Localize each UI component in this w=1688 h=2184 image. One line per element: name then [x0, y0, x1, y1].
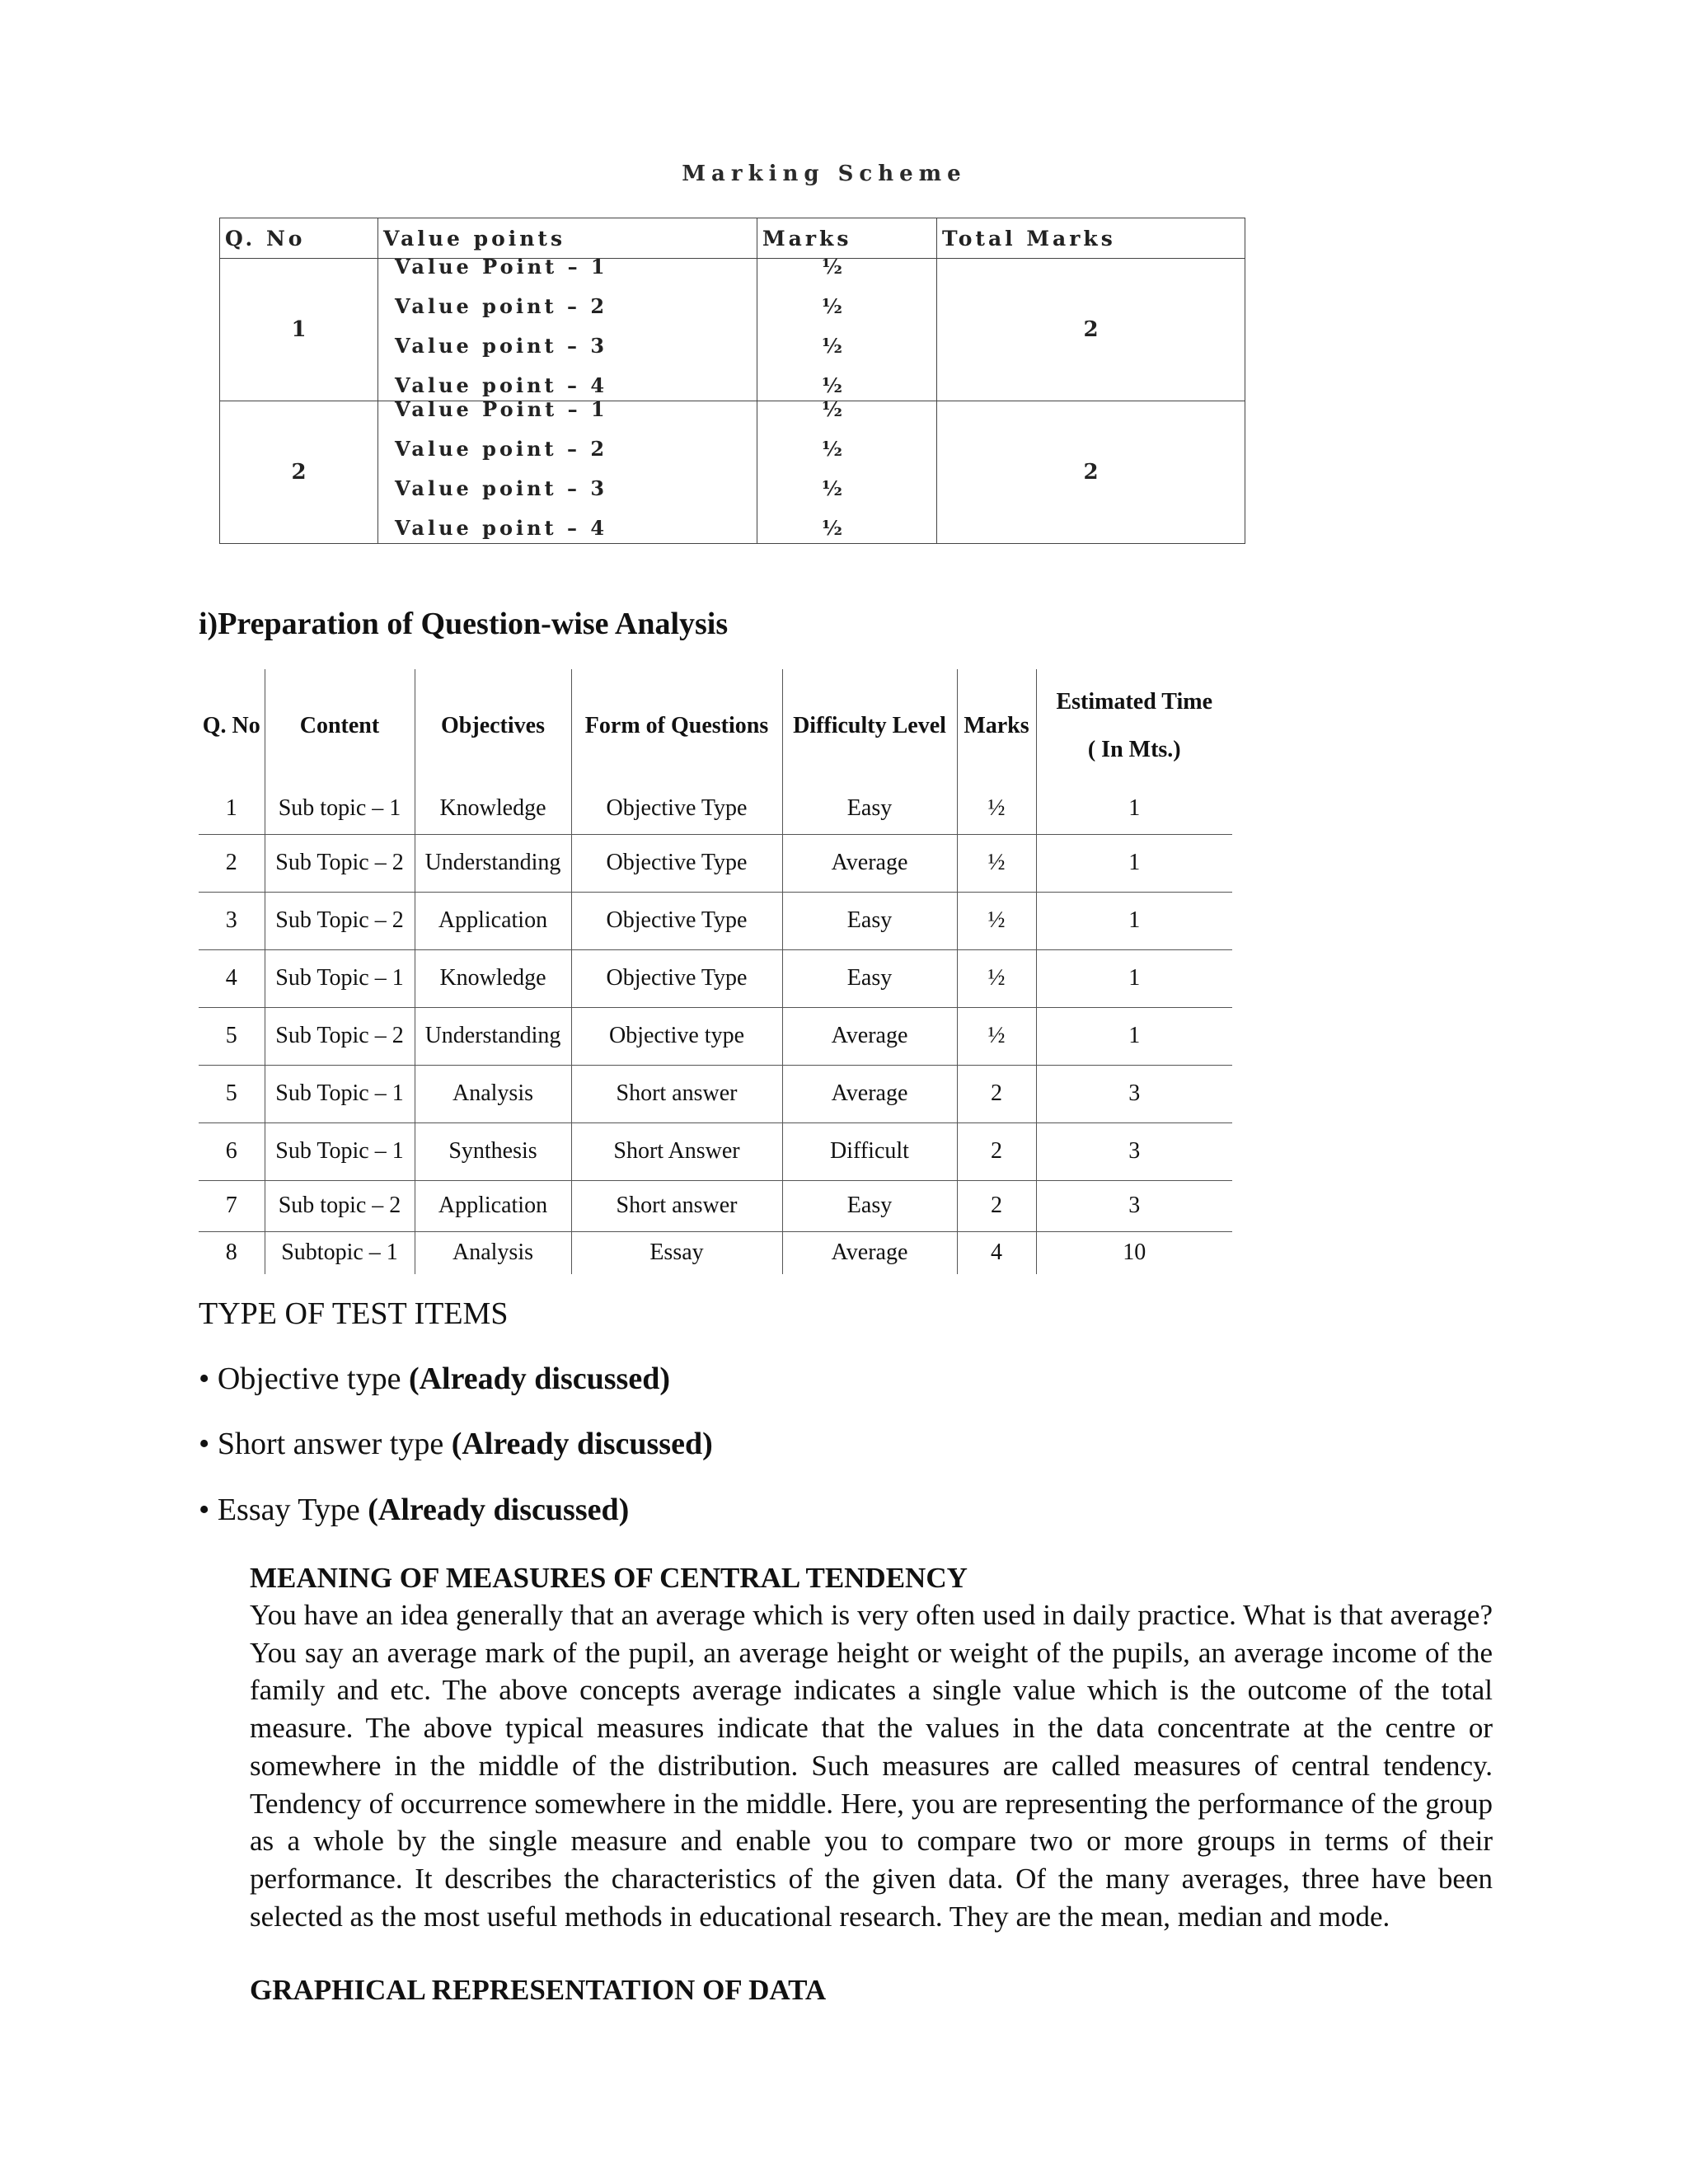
cell-time: 1 — [1036, 892, 1232, 949]
central-tendency-paragraph: You have an idea generally that an average which is very often used in daily practice. What is that average? You say an average mark of the pupil, an average height or weight of the pupils, an average income of the family and etc. The above concepts average indicates a single value which is the outcome of the total measure. The above typical measures indicate that the values in the data concentrate at the centre or somewhere in the middle of the distribution. Such measures are called measures of central tendency. Tendency of occurrence somewhere in the middle. Here, you are representing the performance of the group as a whole by the single measure and enable you to compare two or more groups in terms of their performance. It describes the characteristics of the given data. Of the many averages, three have been selected as the most useful methods in educational research. They are the mean, median and mode. — [250, 1599, 1493, 1933]
question-analysis-table — [199, 669, 1232, 1274]
cell-qno: 5 — [199, 1007, 265, 1065]
value-point: Value point – 3 — [395, 476, 608, 500]
cell-qno: 5 — [199, 1065, 265, 1122]
cell-content: Subtopic – 1 — [265, 1231, 415, 1274]
header-objectives: Objectives — [415, 669, 571, 783]
cell-difficulty: Average — [782, 834, 957, 892]
cell-qno: 3 — [199, 892, 265, 949]
table-row — [199, 949, 1232, 1007]
value-point: Value point – 4 — [395, 373, 608, 397]
table-row — [199, 1231, 1232, 1274]
cell-difficulty: Difficult — [782, 1122, 957, 1180]
value-point: Value point – 3 — [395, 334, 608, 358]
group-q-no: 1 — [220, 259, 378, 401]
cell-qno: 7 — [199, 1180, 265, 1231]
cell-qno: 2 — [199, 834, 265, 892]
cell-marks: ½ — [957, 834, 1036, 892]
header-estimated-time — [1036, 669, 1232, 783]
cell-difficulty: Easy — [782, 892, 957, 949]
value-point: Value Point – 1 — [395, 397, 608, 421]
item-note: (Already discussed) — [368, 1493, 630, 1527]
cell-time: 3 — [1036, 1180, 1232, 1231]
group-marks — [757, 255, 937, 401]
marking-scheme-group — [220, 401, 1245, 544]
cell-content: Sub Topic – 2 — [265, 834, 415, 892]
header-marks: Marks — [957, 669, 1036, 783]
value-mark: ½ — [822, 437, 843, 461]
item-note: (Already discussed) — [451, 1427, 713, 1461]
cell-time: 1 — [1036, 949, 1232, 1007]
cell-objective: Knowledge — [415, 783, 571, 834]
header-time-unit: ( In Mts.) — [1087, 737, 1181, 762]
value-mark: ½ — [822, 516, 843, 540]
cell-form: Objective Type — [571, 834, 782, 892]
cell-content: Sub Topic – 1 — [265, 1122, 415, 1180]
marking-scheme-header-row — [220, 218, 1245, 259]
cell-difficulty: Average — [782, 1007, 957, 1065]
cell-marks: ½ — [957, 1007, 1036, 1065]
value-mark: ½ — [822, 255, 843, 279]
cell-content: Sub Topic – 1 — [265, 949, 415, 1007]
table-row — [199, 1122, 1232, 1180]
cell-qno: 4 — [199, 949, 265, 1007]
item-note: (Already discussed) — [408, 1361, 670, 1396]
header-qno: Q. No — [199, 669, 265, 783]
header-marks: Marks — [757, 218, 937, 259]
cell-content: Sub Topic – 1 — [265, 1065, 415, 1122]
cell-content: Sub topic – 2 — [265, 1180, 415, 1231]
group-marks — [757, 397, 937, 544]
value-mark: ½ — [822, 373, 843, 397]
cell-objective: Application — [415, 1180, 571, 1231]
cell-form: Essay — [571, 1231, 782, 1274]
cell-marks: 2 — [957, 1065, 1036, 1122]
cell-marks: 2 — [957, 1122, 1036, 1180]
cell-qno: 8 — [199, 1231, 265, 1274]
graphical-representation-heading: GRAPHICAL REPRESENTATION OF DATA — [250, 1974, 827, 2006]
cell-objective: Analysis — [415, 1065, 571, 1122]
cell-objective: Understanding — [415, 834, 571, 892]
cell-form: Short answer — [571, 1065, 782, 1122]
cell-time: 10 — [1036, 1231, 1232, 1274]
cell-difficulty: Average — [782, 1065, 957, 1122]
header-total-marks: Total Marks — [937, 218, 1245, 259]
analysis-body — [199, 783, 1232, 1274]
cell-time: 1 — [1036, 1007, 1232, 1065]
cell-marks: ½ — [957, 949, 1036, 1007]
value-mark: ½ — [822, 294, 843, 318]
question-analysis-heading: i)Preparation of Question-wise Analysis — [199, 607, 729, 641]
cell-objective: Analysis — [415, 1231, 571, 1274]
value-mark: ½ — [822, 397, 843, 421]
cell-objective: Application — [415, 892, 571, 949]
cell-difficulty: Easy — [782, 783, 957, 834]
cell-marks: 4 — [957, 1231, 1036, 1274]
value-mark: ½ — [822, 334, 843, 358]
cell-time: 3 — [1036, 1122, 1232, 1180]
cell-time: 1 — [1036, 783, 1232, 834]
cell-time: 1 — [1036, 834, 1232, 892]
item-label: Essay Type — [217, 1493, 360, 1527]
header-difficulty: Difficulty Level — [782, 669, 957, 783]
central-tendency-heading: MEANING OF MEASURES OF CENTRAL TENDENCY — [250, 1562, 968, 1594]
cell-difficulty: Easy — [782, 1180, 957, 1231]
cell-form: Short Answer — [571, 1122, 782, 1180]
table-row — [199, 892, 1232, 949]
header-time-label: Estimated Time — [1056, 689, 1213, 715]
header-q-no: Q. No — [220, 218, 378, 259]
table-row — [199, 834, 1232, 892]
cell-content: Sub Topic – 2 — [265, 1007, 415, 1065]
cell-objective: Synthesis — [415, 1122, 571, 1180]
list-item — [199, 1492, 629, 1528]
cell-content: Sub topic – 1 — [265, 783, 415, 834]
item-label: Short answer type — [217, 1427, 444, 1461]
marking-scheme-title: Marking Scheme — [682, 162, 967, 186]
cell-form: Short answer — [571, 1180, 782, 1231]
value-point: Value point – 2 — [395, 294, 608, 318]
cell-form: Objective Type — [571, 783, 782, 834]
header-content: Content — [265, 669, 415, 783]
cell-form: Objective Type — [571, 949, 782, 1007]
cell-qno: 6 — [199, 1122, 265, 1180]
list-item — [199, 1426, 713, 1462]
cell-marks: ½ — [957, 892, 1036, 949]
group-total-marks: 2 — [937, 401, 1245, 544]
group-value-points — [378, 397, 757, 544]
table-row — [199, 783, 1232, 834]
marking-scheme-group — [220, 259, 1245, 401]
group-value-points — [378, 255, 757, 401]
bullet-icon: • — [199, 1361, 210, 1396]
cell-objective: Knowledge — [415, 949, 571, 1007]
cell-difficulty: Easy — [782, 949, 957, 1007]
header-form: Form of Questions — [571, 669, 782, 783]
cell-objective: Understanding — [415, 1007, 571, 1065]
table-row — [199, 1180, 1232, 1231]
marking-scheme-table — [219, 218, 1245, 544]
list-item — [199, 1361, 670, 1397]
group-q-no: 2 — [220, 401, 378, 544]
header-value-points: Value points — [378, 218, 757, 259]
value-point: Value point – 4 — [395, 516, 608, 540]
table-row — [199, 1065, 1232, 1122]
bullet-icon: • — [199, 1427, 210, 1461]
cell-qno: 1 — [199, 783, 265, 834]
cell-form: Objective type — [571, 1007, 782, 1065]
cell-difficulty: Average — [782, 1231, 957, 1274]
cell-marks: 2 — [957, 1180, 1036, 1231]
analysis-header-row — [199, 669, 1232, 783]
cell-form: Objective Type — [571, 892, 782, 949]
value-mark: ½ — [822, 476, 843, 500]
item-label: Objective type — [217, 1361, 401, 1396]
cell-content: Sub Topic – 2 — [265, 892, 415, 949]
test-items-heading: TYPE OF TEST ITEMS — [199, 1296, 509, 1331]
value-point: Value Point – 1 — [395, 255, 608, 279]
bullet-icon: • — [199, 1493, 210, 1527]
table-row — [199, 1007, 1232, 1065]
cell-time: 3 — [1036, 1065, 1232, 1122]
value-point: Value point – 2 — [395, 437, 608, 461]
group-total-marks: 2 — [937, 259, 1245, 401]
cell-marks: ½ — [957, 783, 1036, 834]
